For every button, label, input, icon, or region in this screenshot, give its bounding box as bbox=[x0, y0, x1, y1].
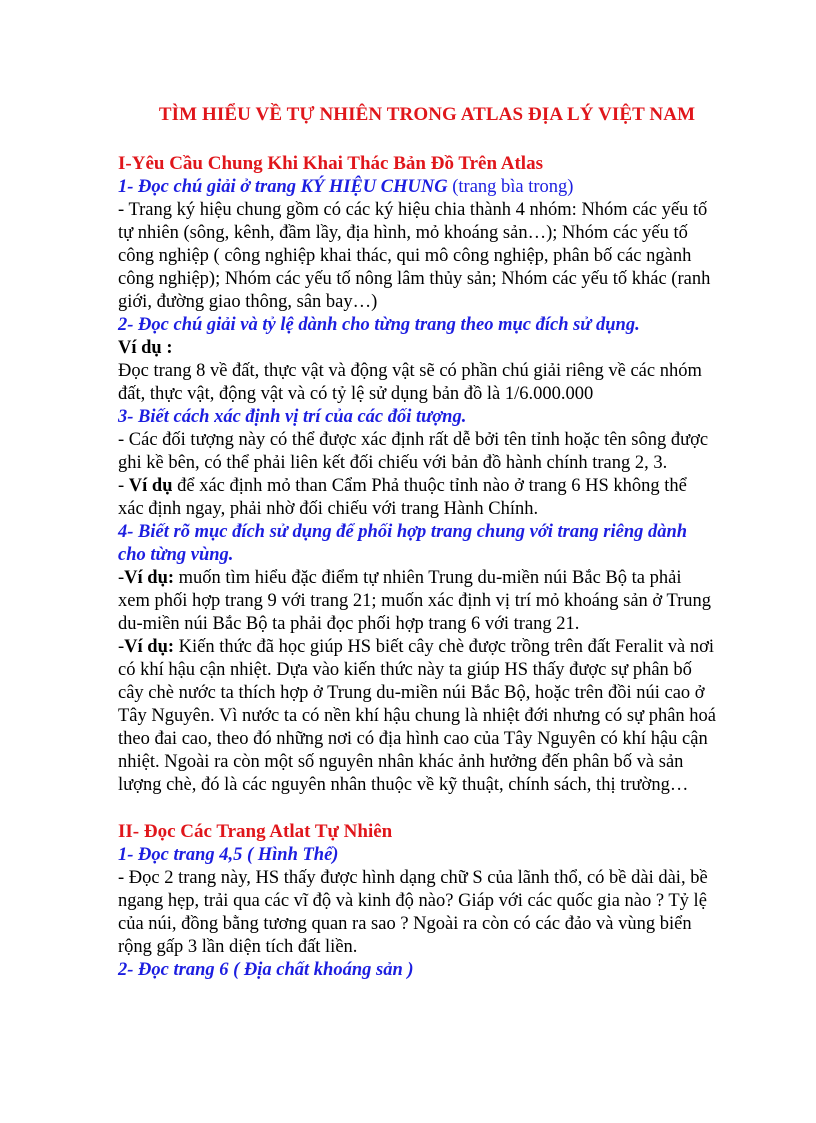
section-spacer bbox=[118, 797, 716, 820]
section2-item1-heading: 1- Đọc trang 4,5 ( Hình Thể) bbox=[118, 845, 339, 865]
section1-item1-heading-note: (trang bìa trong) bbox=[447, 177, 574, 197]
section1-item4-example2-text: Kiến thức đã học giúp HS biết cây chè được trồng trên đất Feralit và nơi có khí hậu cận nhiệt. Dựa vào kiến thức này ta giúp HS thấy được sự phân bố cây chè nước ta thích hợp ở Trung du-miền núi Bắc Bộ, hoặc trên đồi núi cao ở Tây Nguyên. Vì nước ta có nền khí hậu chung là nhiệt đới nhưng có sự phân hoá theo đai cao, theo đó những nơi có địa hình cao của Tây Nguyên có khí hậu cận nhiệt. Ngoài ra còn một số nguyên nhân khác ảnh hưởng đến phân bố và sản lượng chè, đó là các nguyên nhân thuộc về kỹ thuật, chính sách, thị trường… bbox=[118, 637, 717, 795]
section2-item2-heading: 2- Đọc trang 6 ( Địa chất khoáng sản ) bbox=[118, 960, 414, 980]
section1-item4-example2-label: Ví dụ: bbox=[124, 637, 175, 657]
section1-item4-example2-prefix: - bbox=[118, 637, 125, 657]
section1-item2-text: Đọc trang 8 về đất, thực vật và động vật sẽ có phần chú giải riêng về các nhóm đất, thực vật, động vật và có tỷ lệ sử dụng bản đồ là 1/6.000.000 bbox=[118, 361, 702, 404]
section1-item4-example1-label: Ví dụ: bbox=[124, 568, 175, 588]
section2-item1-text: - Đọc 2 trang này, HS thấy được hình dạng chữ S của lãnh thổ, có bề dài dài, bề ngang hẹp, trải qua các vĩ độ và kinh độ nào? Giáp với các quốc gia nào ? Tỷ lệ của núi, đồng bằng tương quan ra sao ? Ngoài ra còn có các đảo và vùng biển rộng gấp 3 lần diện tích đất liền. bbox=[118, 868, 708, 957]
section1-item2-example-label bbox=[118, 337, 716, 360]
section1-item2-heading: 2- Đọc chú giải và tỷ lệ dành cho từng trang theo mục đích sử dụng. bbox=[118, 315, 640, 335]
section1-heading: I-Yêu Cầu Chung Khi Khai Thác Bản Đồ Trên Atlas bbox=[118, 153, 543, 174]
section1-item4-example2 bbox=[118, 636, 716, 797]
section1-item4-example1-text: muốn tìm hiểu đặc điểm tự nhiên Trung du-miền núi Bắc Bộ ta phải xem phối hợp trang 9 với trang 21; muốn xác định vị trí mỏ khoáng sản ở Trung du-miền núi Bắc Bộ ta phải đọc phối hợp trang 6 với trang 21. bbox=[118, 568, 712, 634]
section1-item3-example-prefix: - bbox=[118, 476, 129, 496]
section1-item4-example1-prefix: - bbox=[118, 568, 125, 588]
section1-item4-example1 bbox=[118, 567, 716, 636]
section1-item3-heading: 3- Biết cách xác định vị trí của các đối tượng. bbox=[118, 407, 467, 427]
section1-item2-example-label-text: Ví dụ : bbox=[118, 338, 173, 358]
section1-item1-heading-text: 1- Đọc chú giải ở trang KÝ HIỆU CHUNG bbox=[118, 177, 448, 197]
section2-heading: II- Đọc Các Trang Atlat Tự Nhiên bbox=[118, 821, 393, 842]
section1-item3-text: - Các đối tượng này có thể được xác định rất dễ bởi tên tỉnh hoặc tên sông được ghi kề bên, có thể phải liên kết đối chiếu với bản đồ hành chính trang 2, 3. bbox=[118, 430, 709, 473]
section1-item3-example-text: để xác định mỏ than Cẩm Phả thuộc tỉnh nào ở trang 6 HS không thể xác định ngay, phải nhờ đối chiếu với trang Hành Chính. bbox=[118, 476, 687, 519]
section1-item1-heading bbox=[118, 176, 716, 199]
section1-item1-text: - Trang ký hiệu chung gồm có các ký hiệu chia thành 4 nhóm: Nhóm các yếu tố tự nhiên (sông, kênh, đầm lầy, địa hình, mỏ khoáng sản…); Nhóm các yếu tố công nghiệp ( công nghiệp khai thác, qui mô công nghiệp, phân bố các ngành công nghiệp); Nhóm các yếu tố nông lâm thủy sản; Nhóm các yếu tố khác (ranh giới, đường giao thông, sân bay…) bbox=[118, 200, 711, 312]
section1-item3-example bbox=[118, 475, 716, 521]
section1-item4-heading: 4- Biết rõ mục đích sử dụng để phối hợp trang chung với trang riêng dành cho từng vùng. bbox=[118, 522, 688, 565]
section1-item3-example-label: Ví dụ bbox=[128, 476, 173, 496]
document-title: TÌM HIỂU VỀ TỰ NHIÊN TRONG ATLAS ĐỊA LÝ VIỆT NAM bbox=[158, 104, 696, 125]
